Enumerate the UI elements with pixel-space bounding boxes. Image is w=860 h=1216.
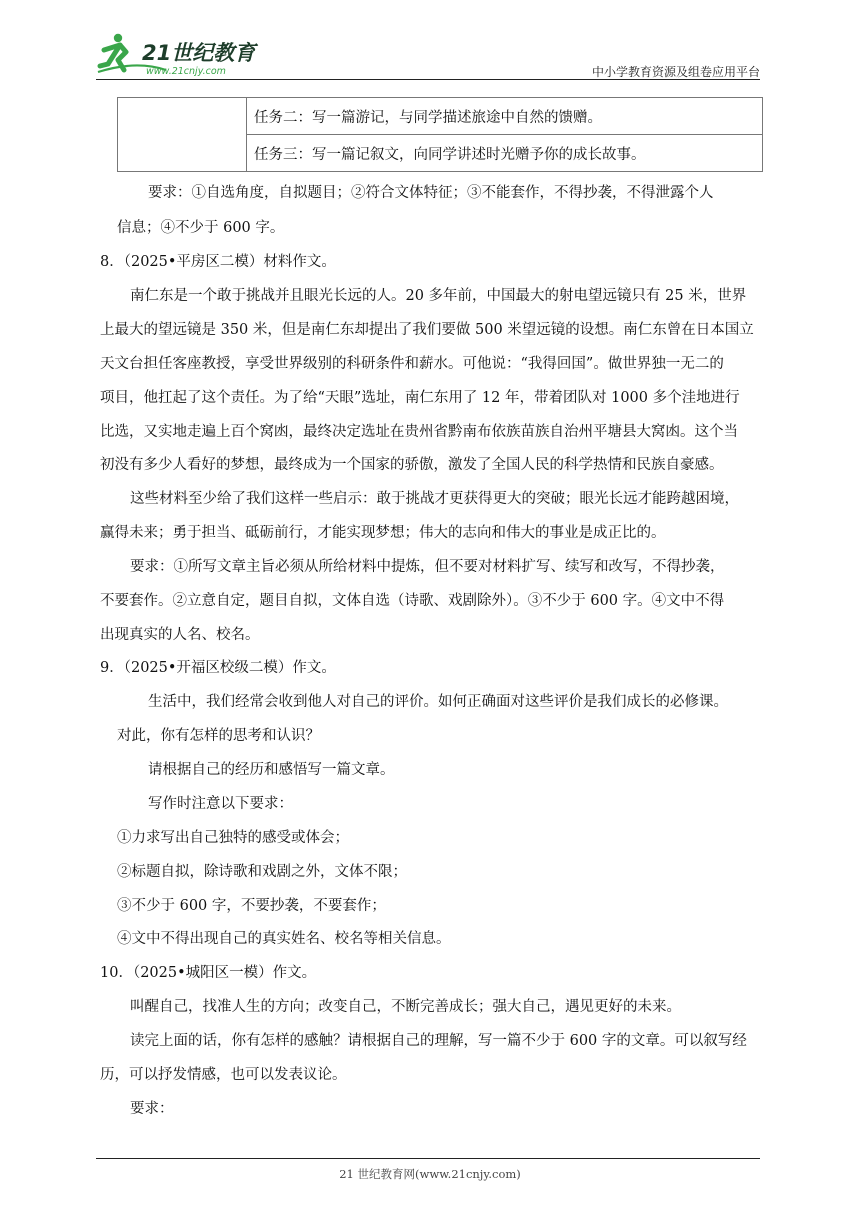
q7-requirement-line1: 要求：①自选角度，自拟题目；②符合文体特征；③不能套作，不得抄袭，不得泄露个人: [148, 185, 714, 201]
q8-material-line: 项目，他扛起了这个责任。为了给“天眼”选址，南仁东用了 12 年，带着团队对 1000 多个洼地进行: [100, 390, 740, 406]
q8-material-line: 南仁东是一个敢于挑战并且眼光长远的人。20 多年前，中国最大的射电望远镜只有 25 米，世界: [130, 288, 747, 304]
q7-requirement-line2: 信息；④不少于 600 字。: [117, 220, 285, 236]
q8-requirement-line: 出现真实的人名、校名。: [100, 627, 260, 643]
logo-text: 21世纪教育: [142, 41, 256, 65]
q8-requirement-line: 要求：①所写文章主旨必须从所给材料中提炼，但不要对材料扩写、续写和改写，不得抄袭，: [130, 559, 725, 575]
footer-divider: [96, 1158, 760, 1159]
q9-title: 9．（2025•开福区校级二模）作文。: [100, 660, 336, 676]
footer-source: 21 世纪教育网(www.21cnjy.com): [339, 1167, 521, 1181]
q8-material-line: 上最大的望远镜是 350 米，但是南仁东却提出了我们要做 500 米望远镜的设想。南仁东曾在日本国立: [100, 322, 754, 338]
task-three-cell: 任务三：写一篇记叙文，向同学讲述时光赠予你的成长故事。: [247, 135, 763, 172]
page-header: [96, 30, 760, 80]
q10-prompt-line: 历，可以抒发情感，也可以发表议论。: [100, 1067, 347, 1083]
q9-requirement-heading: 写作时注意以下要求：: [148, 796, 293, 812]
q10-prompt-line: 读完上面的话，你有怎样的感触？请根据自己的理解，写一篇不少于 600 字的文章。可以叙写经: [130, 1033, 747, 1049]
header-divider: [96, 79, 760, 80]
q8-material-line: 初没有多少人看好的梦想，最终成为一个国家的骄傲，激发了全国人民的科学热情和民族自豪感。: [100, 457, 724, 473]
q9-requirement-item: ②标题自拟，除诗歌和戏剧之外，文体不限；: [117, 864, 407, 880]
q8-insight-line: 赢得未来；勇于担当、砥砺前行，才能实现梦想；伟大的志向和伟大的事业是成正比的。: [100, 525, 666, 541]
q9-prompt-line: 对此，你有怎样的思考和认识？: [117, 728, 320, 744]
q9-instruction: 请根据自己的经历和感悟写一篇文章。: [148, 762, 395, 778]
q8-material-line: 天文台担任客座教授，享受世界级别的科研条件和薪水。可他说：“我得回国”。做世界独一无二的: [100, 356, 724, 372]
q8-insight-line: 这些材料至少给了我们这样一些启示：敢于挑战才更获得更大的突破；眼光长远才能跨越困境，: [130, 491, 739, 507]
q8-title: 8．（2025•平房区二模）材料作文。: [100, 254, 336, 270]
q9-requirement-item: ①力求写出自己独特的感受或体会；: [117, 830, 349, 846]
q10-title: 10．（2025•城阳区一模）作文。: [100, 965, 317, 981]
platform-label: 中小学教育资源及组卷应用平台: [591, 65, 760, 79]
q10-quote: 叫醒自己，找准人生的方向；改变自己，不断完善成长；强大自己，遇见更好的未来。: [130, 999, 681, 1015]
q9-requirement-item: ④文中不得出现自己的真实姓名、校名等相关信息。: [117, 931, 451, 947]
q10-requirement-heading: 要求：: [130, 1101, 174, 1117]
table-cell-empty: [118, 98, 247, 172]
q9-prompt-line: 生活中，我们经常会收到他人对自己的评价。如何正确面对这些评价是我们成长的必修课。: [148, 694, 728, 710]
q8-requirement-line: 不要套作。②立意自定，题目自拟，文体自选（诗歌、戏剧除外）。③不少于 600 字。④文中不得: [100, 593, 725, 609]
task-table: [117, 97, 763, 172]
logo-url: www.21cnjy.com: [146, 66, 226, 77]
table-row: [118, 98, 763, 135]
logo-21cnjy: [96, 30, 266, 78]
task-two-cell: 任务二：写一篇游记，与同学描述旅途中自然的馈赠。: [247, 98, 763, 135]
q9-requirement-item: ③不少于 600 字，不要抄袭，不要套作；: [117, 898, 386, 914]
q8-material-line: 比选，又实地走遍上百个窝凼，最终决定选址在贵州省黔南布依族苗族自治州平塘县大窝凼。这个当: [100, 424, 738, 440]
